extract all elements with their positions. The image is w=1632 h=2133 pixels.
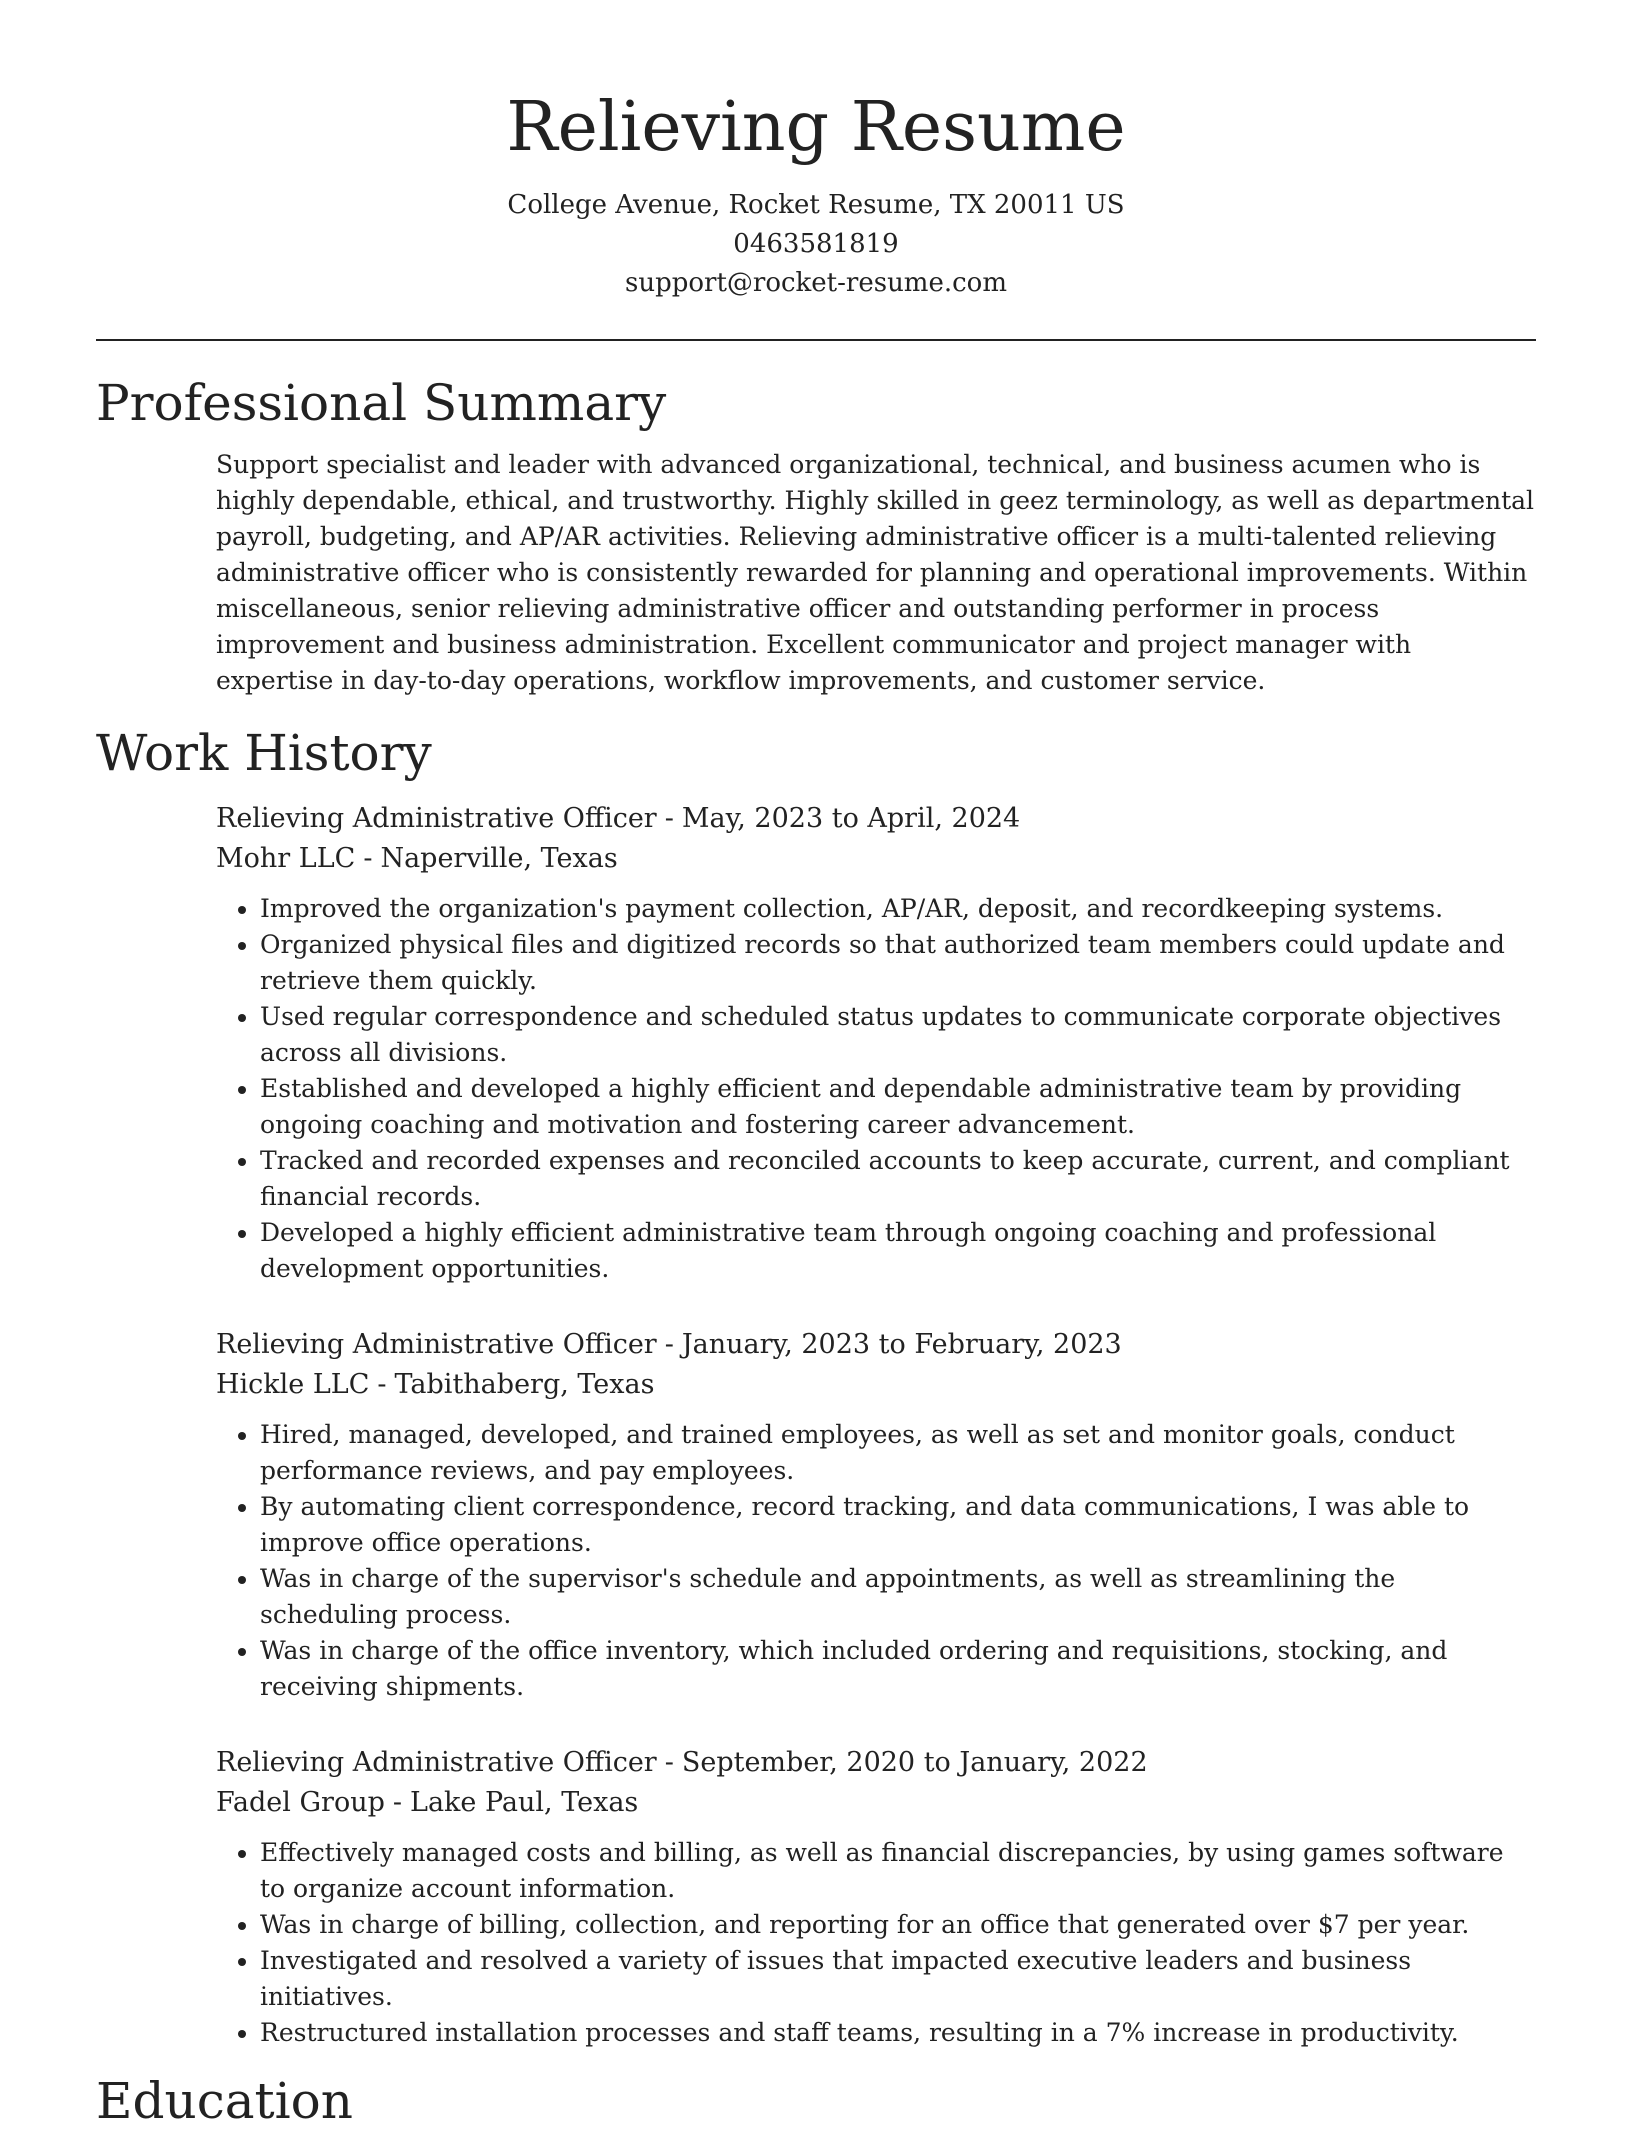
job-bullets — [216, 1835, 1536, 2051]
job-entry — [216, 1743, 1536, 2051]
job-title-line — [216, 1743, 1536, 1783]
job-bullet: • Effectively managed costs and billing, as well as financial discrepancies, by using games software to organize account information. — [260, 1835, 1536, 1907]
job-company: Hickle LLC — [216, 1369, 370, 1400]
resume-page — [96, 0, 1536, 2133]
job-location: Naperville, Texas — [380, 843, 618, 874]
resume-header — [96, 0, 1536, 303]
job-company-line — [216, 1365, 1536, 1405]
job-separator: - — [363, 843, 373, 874]
job-company: Fadel Group — [216, 1787, 385, 1818]
job-title-line — [216, 1325, 1536, 1365]
job-location: Lake Paul, Texas — [410, 1787, 639, 1818]
job-dates: January, 2023 to February, 2023 — [681, 1329, 1122, 1360]
contact-phone: 0463581819 — [733, 229, 899, 259]
job-bullets — [216, 1417, 1536, 1705]
job-location: Tabithaberg, Texas — [394, 1369, 655, 1400]
resume-name: Relieving Resume — [506, 88, 1126, 167]
job-entry — [216, 799, 1536, 1287]
job-separator: - — [664, 1747, 674, 1778]
job-dates: May, 2023 to April, 2024 — [681, 803, 1021, 834]
job-bullet: • Used regular correspondence and scheduled status updates to communicate corporate objectives across all divisions. — [260, 999, 1536, 1071]
work-history-heading: Work History — [96, 724, 432, 782]
job-entry — [216, 1325, 1536, 1705]
job-bullet: • Was in charge of the office inventory, which included ordering and requisitions, stocking, and receiving shipments. — [260, 1633, 1536, 1705]
job-company-line — [216, 839, 1536, 879]
contact-email: support@rocket-resume.com — [624, 268, 1007, 298]
job-bullet: • Established and developed a highly efficient and dependable administrative team by providing ongoing coaching and motivation and fostering career advancement. — [260, 1071, 1536, 1143]
contact-block — [96, 186, 1536, 303]
job-bullet: • Improved the organization's payment collection, AP/AR, deposit, and recordkeeping systems. — [260, 891, 1536, 927]
job-bullet: • Tracked and recorded expenses and reconciled accounts to keep accurate, current, and compliant financial records. — [260, 1143, 1536, 1215]
summary-text: Support specialist and leader with advanced organizational, technical, and business acumen who is highly dependable, ethical, and trustworthy. Highly skilled in geez terminology, as well as departmental payroll, budgeting, and AP/AR activities. Relieving administrative officer is a multi-talented relieving administrative officer who is consistently rewarded for planning and operational improvements. Within miscellaneous, senior relieving administrative officer and outstanding performer in process improvement and business administration. Excellent communicator and project manager with expertise in day-to-day operations, workflow improvements, and customer service. — [216, 450, 1535, 695]
job-role: Relieving Administrative Officer — [216, 1329, 657, 1360]
job-company-line — [216, 1783, 1536, 1823]
job-dates: September, 2020 to January, 2022 — [681, 1747, 1148, 1778]
job-bullet: • Organized physical files and digitized records so that authorized team members could update and retrieve them quickly. — [260, 927, 1536, 999]
job-bullet: • Investigated and resolved a variety of issues that impacted executive leaders and business initiatives. — [260, 1943, 1536, 2015]
job-role: Relieving Administrative Officer — [216, 1747, 657, 1778]
contact-address: College Avenue, Rocket Resume, TX 20011 US — [507, 190, 1125, 220]
job-bullets — [216, 891, 1536, 1287]
work-history-section — [216, 799, 1536, 2051]
job-role: Relieving Administrative Officer — [216, 803, 657, 834]
job-bullet: • Developed a highly efficient administrative team through ongoing coaching and professional development opportunities. — [260, 1215, 1536, 1287]
job-bullet: • Hired, managed, developed, and trained employees, as well as set and monitor goals, conduct performance reviews, and pay employees. — [260, 1417, 1536, 1489]
job-separator: - — [664, 1329, 674, 1360]
header-divider — [96, 339, 1536, 341]
job-bullet: • Was in charge of billing, collection, and reporting for an office that generated over $7 per year. — [260, 1907, 1536, 1943]
job-title-line — [216, 799, 1536, 839]
summary-heading: Professional Summary — [96, 374, 667, 432]
job-separator: - — [664, 803, 674, 834]
summary-section — [216, 447, 1536, 699]
job-separator: - — [377, 1369, 387, 1400]
job-bullet: • Was in charge of the supervisor's schedule and appointments, as well as streamlining the scheduling process. — [260, 1561, 1536, 1633]
job-bullet: • Restructured installation processes and staff teams, resulting in a 7% increase in productivity. — [260, 2015, 1536, 2051]
job-company: Mohr LLC — [216, 843, 356, 874]
job-separator: - — [392, 1787, 403, 1818]
education-heading: Education — [96, 2072, 353, 2130]
job-bullet: • By automating client correspondence, record tracking, and data communications, I was able to improve office operations. — [260, 1489, 1536, 1561]
